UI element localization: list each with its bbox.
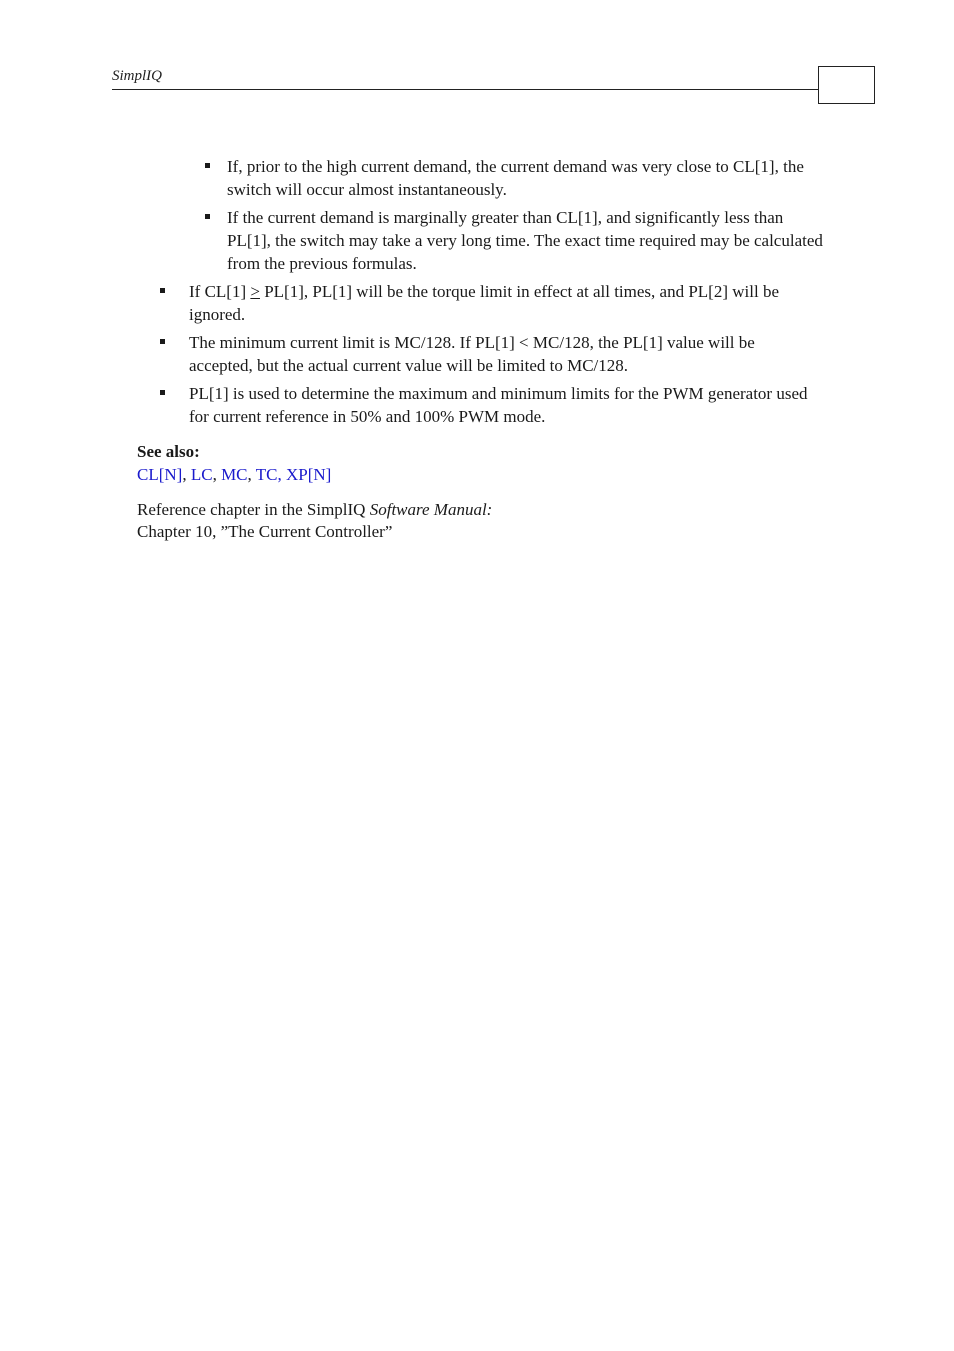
- link-separator: ,: [247, 465, 256, 484]
- square-bullet-icon: [160, 339, 165, 344]
- link-cl[interactable]: CL[N]: [137, 465, 183, 484]
- header-rule: [112, 89, 818, 90]
- bullet-text-before: If CL[1]: [189, 282, 251, 301]
- link-tc-xp[interactable]: TC, XP[N]: [255, 465, 332, 484]
- bullet-text: The minimum current limit is MC/128. If PL[1] < MC/128, the PL[1] value will be accepted, but the actual current value will be limited to MC/128.: [189, 333, 755, 375]
- link-separator: ,: [182, 465, 191, 484]
- bullet-text: PL[1] is used to determine the maximum and minimum limits for the PWM generator used for current reference in 50% and 100% PWM mode.: [189, 384, 808, 426]
- bullet-text: [189, 280, 819, 326]
- square-bullet-icon: [160, 390, 165, 395]
- see-also-heading: See also:: [137, 442, 200, 461]
- square-bullet-icon: [205, 163, 210, 168]
- bullet-text-after: PL[1], PL[1] will be the torque limit in effect at all times, and PL[2] will be ignored.: [189, 282, 779, 324]
- header-title: SimplIQ: [112, 68, 162, 84]
- link-mc[interactable]: MC: [221, 465, 248, 484]
- see-also-links: [137, 463, 331, 486]
- bullet-text: If the current demand is marginally greater than CL[1], and significantly less than PL[1], the switch may take a very long time. The exact time required may be calculated from the previous formulas.: [227, 208, 823, 273]
- bullet-text: If, prior to the high current demand, the current demand was very close to CL[1], the switch will occur almost instantaneously.: [227, 157, 804, 199]
- square-bullet-icon: [160, 288, 165, 293]
- reference-line: [137, 498, 492, 521]
- reference-prefix: Reference chapter in the SimplIQ: [137, 500, 370, 519]
- link-separator: ,: [212, 465, 222, 484]
- reference-chapter: Chapter 10, ”The Current Controller”: [137, 522, 393, 541]
- link-lc[interactable]: LC: [190, 465, 213, 484]
- greater-equal-symbol: >: [250, 282, 260, 301]
- page-number-box: [818, 66, 875, 104]
- page-header: [112, 66, 875, 104]
- reference-manual: Software Manual:: [369, 500, 493, 519]
- square-bullet-icon: [205, 214, 210, 219]
